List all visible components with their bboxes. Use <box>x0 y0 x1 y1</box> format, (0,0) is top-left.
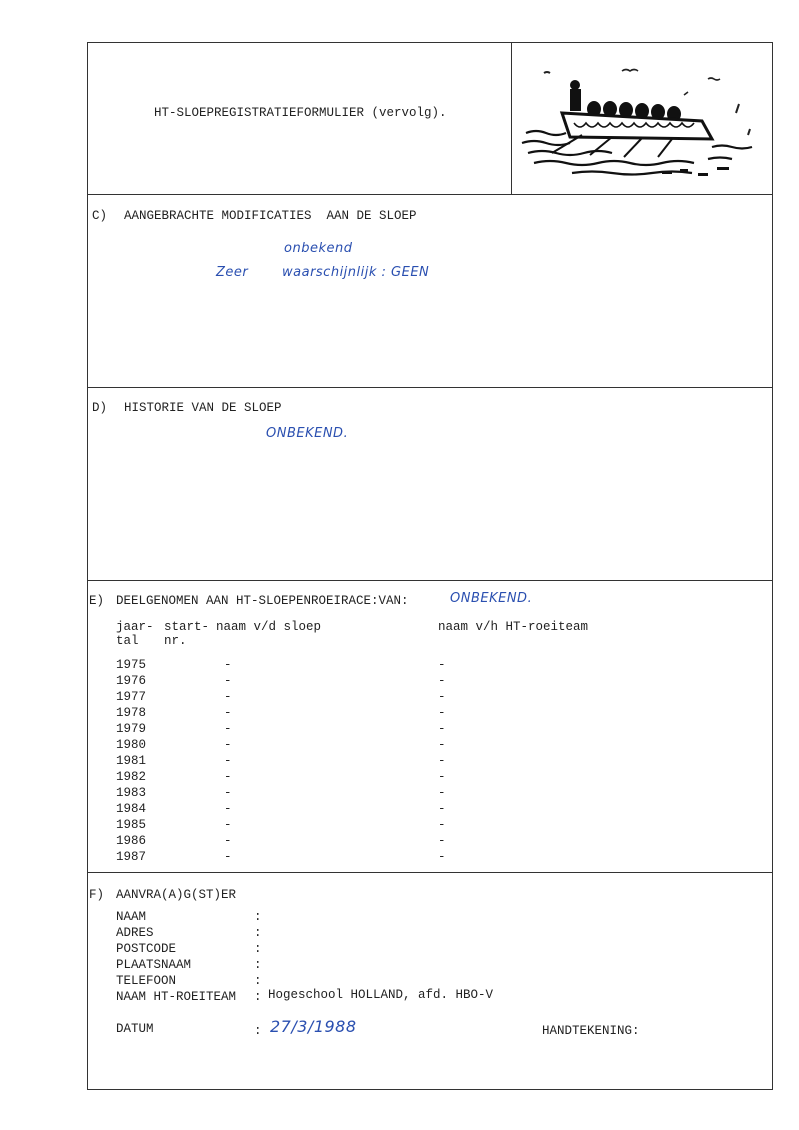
section-d-label: D) <box>92 401 108 415</box>
form-sheet <box>87 42 773 1090</box>
boat-dash: - <box>224 818 232 832</box>
boat-dash: - <box>224 690 232 704</box>
boat-dash: - <box>224 770 232 784</box>
section-applicant <box>88 873 772 1091</box>
field-postcode-sep: : <box>254 942 262 956</box>
col-boat-header: naam v/d sloep <box>216 620 322 634</box>
field-team-value: Hogeschool HOLLAND, afd. HBO-V <box>268 988 494 1002</box>
boat-dash: - <box>224 722 232 736</box>
year-cell: 1975 <box>116 658 147 672</box>
boat-dash: - <box>224 802 232 816</box>
section-c-label: C) <box>92 209 108 223</box>
team-dash: - <box>438 706 446 720</box>
team-dash: - <box>438 818 446 832</box>
boat-dash: - <box>224 706 232 720</box>
header-section <box>88 43 772 195</box>
section-modifications <box>88 195 772 388</box>
field-address-label: ADRES <box>116 926 154 940</box>
year-cell: 1986 <box>116 834 147 848</box>
field-city-sep: : <box>254 958 262 972</box>
rowing-boat-icon <box>512 43 772 195</box>
team-dash: - <box>438 738 446 752</box>
year-cell: 1987 <box>116 850 147 864</box>
history-handwritten-note: ONBEKEND. <box>266 426 349 441</box>
col-start-header-1: start- <box>164 620 210 634</box>
field-name-label: NAAM <box>116 910 147 924</box>
section-e-title: DEELGENOMEN AAN HT-SLOEPENROEIRACE:VAN: <box>116 594 409 608</box>
field-address-sep: : <box>254 926 262 940</box>
form-title: HT-SLOEPREGISTRATIEFORMULIER (vervolg). <box>154 106 447 120</box>
section-races <box>88 581 772 873</box>
col-team-header: naam v/h HT-roeiteam <box>438 620 589 634</box>
section-c-title: AANGEBRACHTE MODIFICATIES AAN DE SLOEP <box>124 209 417 223</box>
team-dash: - <box>438 850 446 864</box>
year-cell: 1980 <box>116 738 147 752</box>
year-cell: 1985 <box>116 818 147 832</box>
field-name-sep: : <box>254 910 262 924</box>
section-history <box>88 388 772 581</box>
year-cell: 1979 <box>116 722 147 736</box>
col-year-header-2: tal <box>116 634 139 648</box>
team-dash: - <box>438 834 446 848</box>
year-cell: 1981 <box>116 754 147 768</box>
boat-dash: - <box>224 786 232 800</box>
section-f-title: AANVRA(A)G(ST)ER <box>116 888 237 902</box>
year-cell: 1976 <box>116 674 147 688</box>
field-team-sep: : <box>254 990 262 1004</box>
modifications-handwritten-note: onbekend <box>284 241 353 256</box>
team-dash: - <box>438 802 446 816</box>
team-dash: - <box>438 722 446 736</box>
boat-dash: - <box>224 738 232 752</box>
boat-dash: - <box>224 658 232 672</box>
date-sep: : <box>254 1024 262 1038</box>
boat-dash: - <box>224 834 232 848</box>
team-dash: - <box>438 658 446 672</box>
year-cell: 1983 <box>116 786 147 800</box>
date-handwritten-value: 27/3/1988 <box>270 1017 357 1036</box>
field-phone-label: TELEFOON <box>116 974 177 988</box>
boat-dash: - <box>224 850 232 864</box>
boat-dash: - <box>224 754 232 768</box>
team-dash: - <box>438 786 446 800</box>
team-dash: - <box>438 690 446 704</box>
team-dash: - <box>438 674 446 688</box>
year-cell: 1978 <box>116 706 147 720</box>
year-cell: 1982 <box>116 770 147 784</box>
team-dash: - <box>438 754 446 768</box>
field-phone-sep: : <box>254 974 262 988</box>
date-label: DATUM <box>116 1022 154 1036</box>
modifications-handwritten-qualifier: Zeer <box>216 265 249 280</box>
modifications-handwritten-answer: waarschijnlijk : GEEN <box>282 265 430 280</box>
field-city-label: PLAATSNAAM <box>116 958 192 972</box>
field-team-label: NAAM HT-ROEITEAM <box>116 990 237 1004</box>
team-dash: - <box>438 770 446 784</box>
field-postcode-label: POSTCODE <box>116 942 177 956</box>
section-e-label: E) <box>89 594 105 608</box>
year-cell: 1977 <box>116 690 147 704</box>
boat-dash: - <box>224 674 232 688</box>
rowing-boat-illustration <box>512 43 772 195</box>
races-handwritten-note: ONBEKEND. <box>450 591 533 606</box>
col-year-header-1: jaar- <box>116 620 154 634</box>
signature-label: HANDTEKENING: <box>542 1024 640 1038</box>
title-cell <box>88 43 512 195</box>
section-f-label: F) <box>89 888 105 902</box>
col-start-header-2: nr. <box>164 634 187 648</box>
section-d-title: HISTORIE VAN DE SLOEP <box>124 401 282 415</box>
year-cell: 1984 <box>116 802 147 816</box>
